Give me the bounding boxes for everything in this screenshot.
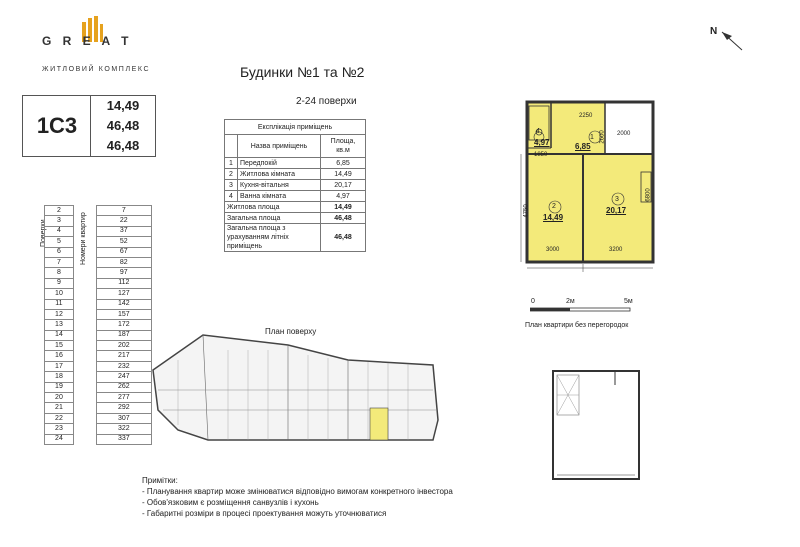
room-2-area: 14,49 xyxy=(543,213,564,222)
room-1-area: 6,85 xyxy=(575,142,591,151)
floor-number: 15 xyxy=(45,341,73,351)
floor-number: 22 xyxy=(45,413,73,423)
scale-5: 5м xyxy=(624,298,633,305)
apartment-plan xyxy=(515,92,665,272)
apartment-number: 82 xyxy=(96,257,151,267)
col-area-header: Площа, кв.м xyxy=(321,135,366,158)
table-row xyxy=(36,247,152,257)
floor-number: 23 xyxy=(45,424,73,434)
apartment-number: 307 xyxy=(96,413,151,423)
floor-number: 18 xyxy=(45,372,73,382)
floor-number: 12 xyxy=(45,309,73,319)
table-row xyxy=(36,424,152,434)
scale-2: 2м xyxy=(566,298,575,305)
col-name-header: Назва приміщень xyxy=(238,135,321,158)
room-4-area: 4,97 xyxy=(534,138,550,147)
north-arrow-icon xyxy=(718,28,746,54)
table-row xyxy=(36,289,152,299)
apartment-number: 277 xyxy=(96,393,151,403)
floor-number: 4 xyxy=(45,226,73,236)
table-row xyxy=(36,351,152,361)
note-item: - Планування квартир може змінюватися відповідно вимогам конкретного інвестора xyxy=(142,487,453,496)
page-title: Будинки №1 та №2 xyxy=(240,64,365,80)
notes xyxy=(142,475,453,519)
room-3-area: 20,17 xyxy=(606,206,627,215)
no-partitions-label: План квартири без перегородок xyxy=(525,322,629,329)
table-row xyxy=(36,372,152,382)
dim-6800: 6800 xyxy=(645,188,652,202)
table-row xyxy=(36,320,152,330)
apartment-number: 292 xyxy=(96,403,151,413)
table-row: 1 Передпокій 6,85 xyxy=(225,158,366,169)
explication-title: Експлікація приміщень xyxy=(225,120,366,135)
apartment-number: 97 xyxy=(96,268,151,278)
floor-number: 10 xyxy=(45,289,73,299)
floor-number: 17 xyxy=(45,361,73,371)
apartment-number: 187 xyxy=(96,330,151,340)
logo-subtitle: ЖИТЛОВИЙ КОМПЛЕКС xyxy=(42,66,151,73)
floor-number: 3 xyxy=(45,216,73,226)
dim-3000: 3000 xyxy=(546,247,560,253)
room-4-number: 4 xyxy=(536,128,540,135)
apartment-number: 232 xyxy=(96,361,151,371)
table-row xyxy=(36,413,152,423)
dim-1850: 1850 xyxy=(534,152,548,158)
note-item: - Обов'язковим є розміщення санвузлів і кухонь xyxy=(142,498,319,507)
table-row xyxy=(36,216,152,226)
scale-0: 0 xyxy=(531,298,535,305)
table-row: 4 Ванна кімната 4,97 xyxy=(225,191,366,202)
floors-vertical-label: Поверхи xyxy=(40,219,47,247)
table-row xyxy=(36,237,152,247)
floor-number: 7 xyxy=(45,257,73,267)
floor-number: 9 xyxy=(45,278,73,288)
room-2-number: 2 xyxy=(552,203,556,210)
table-row xyxy=(36,206,152,216)
living-area-value: 14,49 xyxy=(106,98,140,113)
floors-range: 2-24 поверхи xyxy=(296,96,357,107)
table-row xyxy=(36,268,152,278)
table-row: Загальна площа 46,48 xyxy=(225,213,366,224)
floor-number: 21 xyxy=(45,403,73,413)
apartment-number: 322 xyxy=(96,424,151,434)
table-row xyxy=(36,341,152,351)
dim-3200: 3200 xyxy=(609,247,623,253)
floor-number: 14 xyxy=(45,330,73,340)
apartment-number: 7 xyxy=(96,206,151,216)
floor-number: 8 xyxy=(45,268,73,278)
apartment-number: 337 xyxy=(96,434,151,444)
apartment-number: 52 xyxy=(96,237,151,247)
floor-number: 13 xyxy=(45,320,73,330)
dim-2000: 2000 xyxy=(617,131,631,137)
dim-2250: 2250 xyxy=(579,113,593,119)
apartment-code: 1С3 xyxy=(22,95,91,157)
apartment-number: 142 xyxy=(96,299,151,309)
table-row xyxy=(36,403,152,413)
scale-bar xyxy=(530,306,640,314)
table-row xyxy=(36,226,152,236)
dim-2600: 2600 xyxy=(599,130,606,144)
notes-title: Примітки: xyxy=(142,476,178,485)
floor-number: 6 xyxy=(45,247,73,257)
apartment-number: 22 xyxy=(96,216,151,226)
table-row xyxy=(36,361,152,371)
table-row: 2 Житлова кімната 14,49 xyxy=(225,169,366,180)
room-3-number: 3 xyxy=(615,196,619,203)
floor-number: 20 xyxy=(45,393,73,403)
explication-table xyxy=(224,119,366,252)
floor-number: 16 xyxy=(45,351,73,361)
apartments-vertical-label: Номери квартир xyxy=(80,212,87,265)
apartment-number: 217 xyxy=(96,351,151,361)
apartment-number: 157 xyxy=(96,309,151,319)
apartment-number: 127 xyxy=(96,289,151,299)
floor-number: 24 xyxy=(45,434,73,444)
floor-number: 11 xyxy=(45,299,73,309)
floor-plan xyxy=(148,330,448,445)
dim-4750: 4750 xyxy=(523,204,530,218)
apartment-number: 172 xyxy=(96,320,151,330)
table-row: Загальна площа з урахуванням літніх приміщень 46,48 xyxy=(225,224,366,252)
floor-number: 5 xyxy=(45,237,73,247)
floors-table xyxy=(36,205,152,445)
floor-number: 19 xyxy=(45,382,73,392)
apartment-number: 262 xyxy=(96,382,151,392)
table-row xyxy=(36,309,152,319)
table-row xyxy=(36,257,152,267)
north-label: N xyxy=(710,26,718,37)
total-area-value: 46,48 xyxy=(106,118,140,133)
table-row: 3 Кухня-вітальня 20,17 xyxy=(225,180,366,191)
table-row xyxy=(36,278,152,288)
apartment-number: 112 xyxy=(96,278,151,288)
area-summary xyxy=(90,95,156,157)
table-row xyxy=(36,299,152,309)
floor-plan-label: План поверху xyxy=(265,327,317,336)
table-row: Житлова площа 14,49 xyxy=(225,202,366,213)
logo-letters: G R E A T xyxy=(42,34,133,48)
table-row xyxy=(36,434,152,444)
table-row xyxy=(36,393,152,403)
apartment-number: 67 xyxy=(96,247,151,257)
room-1-number: 1 xyxy=(590,134,594,141)
empty-plan xyxy=(545,365,645,485)
note-item: - Габаритні розміри в процесі проектування можуть уточнюватися xyxy=(142,509,387,518)
total-summer-area-value: 46,48 xyxy=(106,138,140,153)
apartment-number: 202 xyxy=(96,341,151,351)
apartment-number: 37 xyxy=(96,226,151,236)
table-row xyxy=(36,382,152,392)
table-row xyxy=(36,330,152,340)
floor-number: 2 xyxy=(45,206,73,216)
apartment-number: 247 xyxy=(96,372,151,382)
